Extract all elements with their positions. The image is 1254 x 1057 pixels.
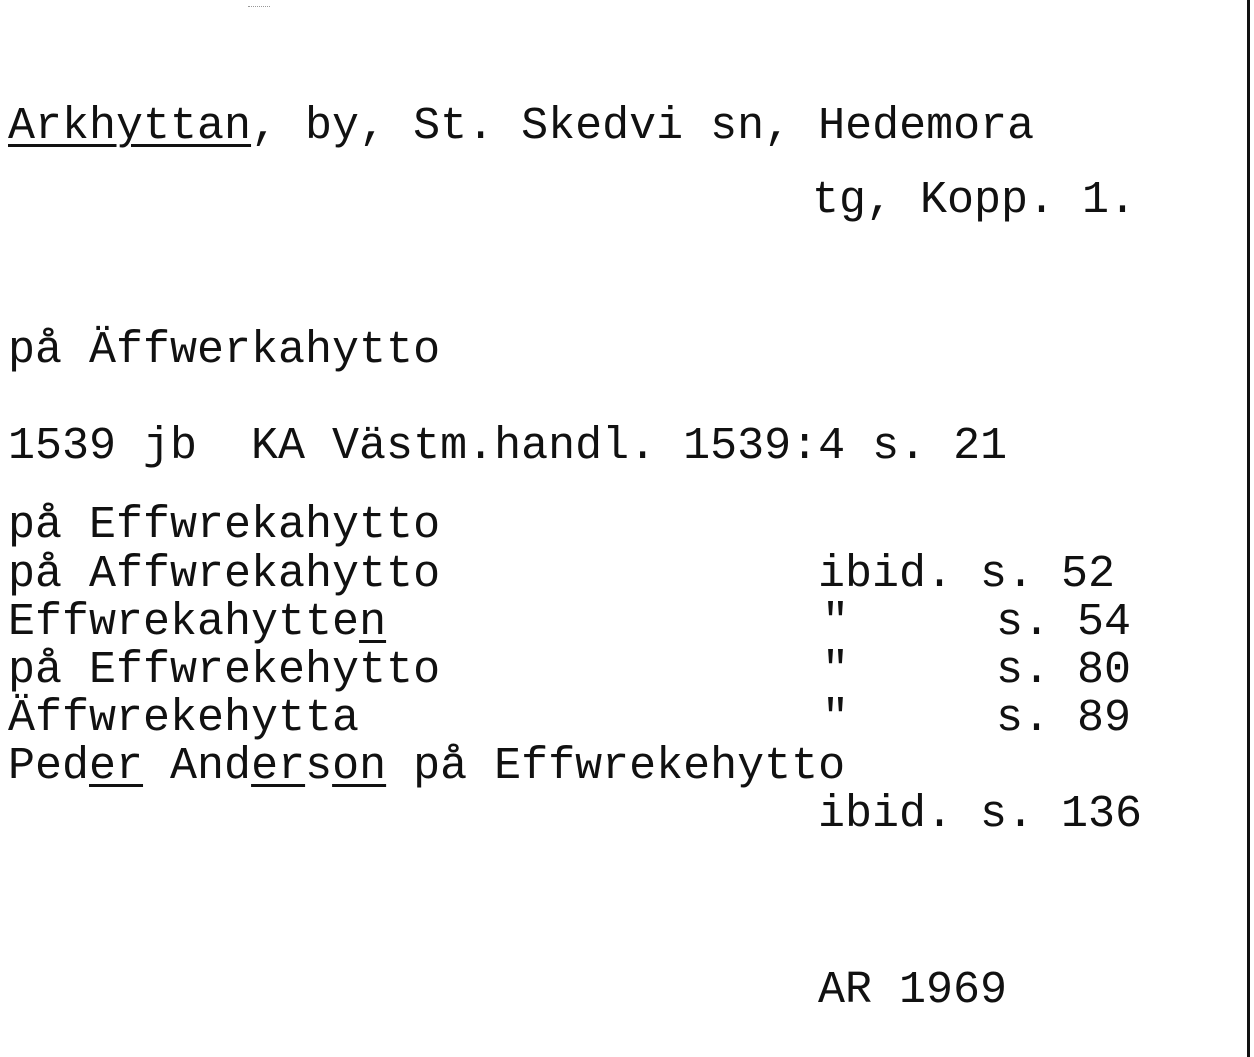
person-name-underlined: on: [332, 741, 387, 792]
signature: AR 1969: [818, 965, 1008, 1016]
entry-3: [8, 597, 387, 648]
heading-rest: , by, St. Skedvi sn, Hedemora: [251, 101, 1035, 152]
entry-5-ditto: ": [822, 693, 850, 744]
entry-3-page: s. 54: [996, 597, 1132, 648]
scan-artifact: [248, 6, 270, 8]
entry-4-page: s. 80: [996, 645, 1132, 696]
form-line-1: på Äffwerkahytto: [8, 325, 441, 376]
entry-3-underlined: n: [359, 597, 387, 648]
entry-3-ditto: ": [822, 597, 850, 648]
entry-4-ditto: ": [822, 645, 850, 696]
person-name-underlined: er: [251, 741, 306, 792]
person-place: på Effwrekehytto: [386, 741, 846, 792]
heading-line-2: tg, Kopp. 1.: [812, 175, 1137, 226]
person-name-part: Ped: [8, 741, 90, 792]
entry-2-ref: ibid. s. 52: [818, 549, 1116, 600]
heading-line-1: [8, 101, 1035, 152]
card-right-edge: [1247, 0, 1250, 1057]
person-name-underlined: er: [89, 741, 144, 792]
entry-5-page: s. 89: [996, 693, 1132, 744]
entry-2: på Affwrekahytto: [8, 549, 441, 600]
entry-3-text: Effwrekahytte: [8, 597, 360, 648]
person-line: [8, 741, 846, 792]
place-name: Arkhyttan: [8, 101, 252, 152]
entry-1: på Effwrekahytto: [8, 500, 441, 551]
source-line: 1539 jb KA Västm.handl. 1539:4 s. 21: [8, 421, 1008, 472]
entry-4: på Effwrekehytto: [8, 645, 441, 696]
person-name-part: s: [305, 741, 333, 792]
person-name-part: And: [143, 741, 252, 792]
entry-5: Äffwrekehytta: [8, 693, 360, 744]
person-ref: ibid. s. 136: [818, 789, 1143, 840]
